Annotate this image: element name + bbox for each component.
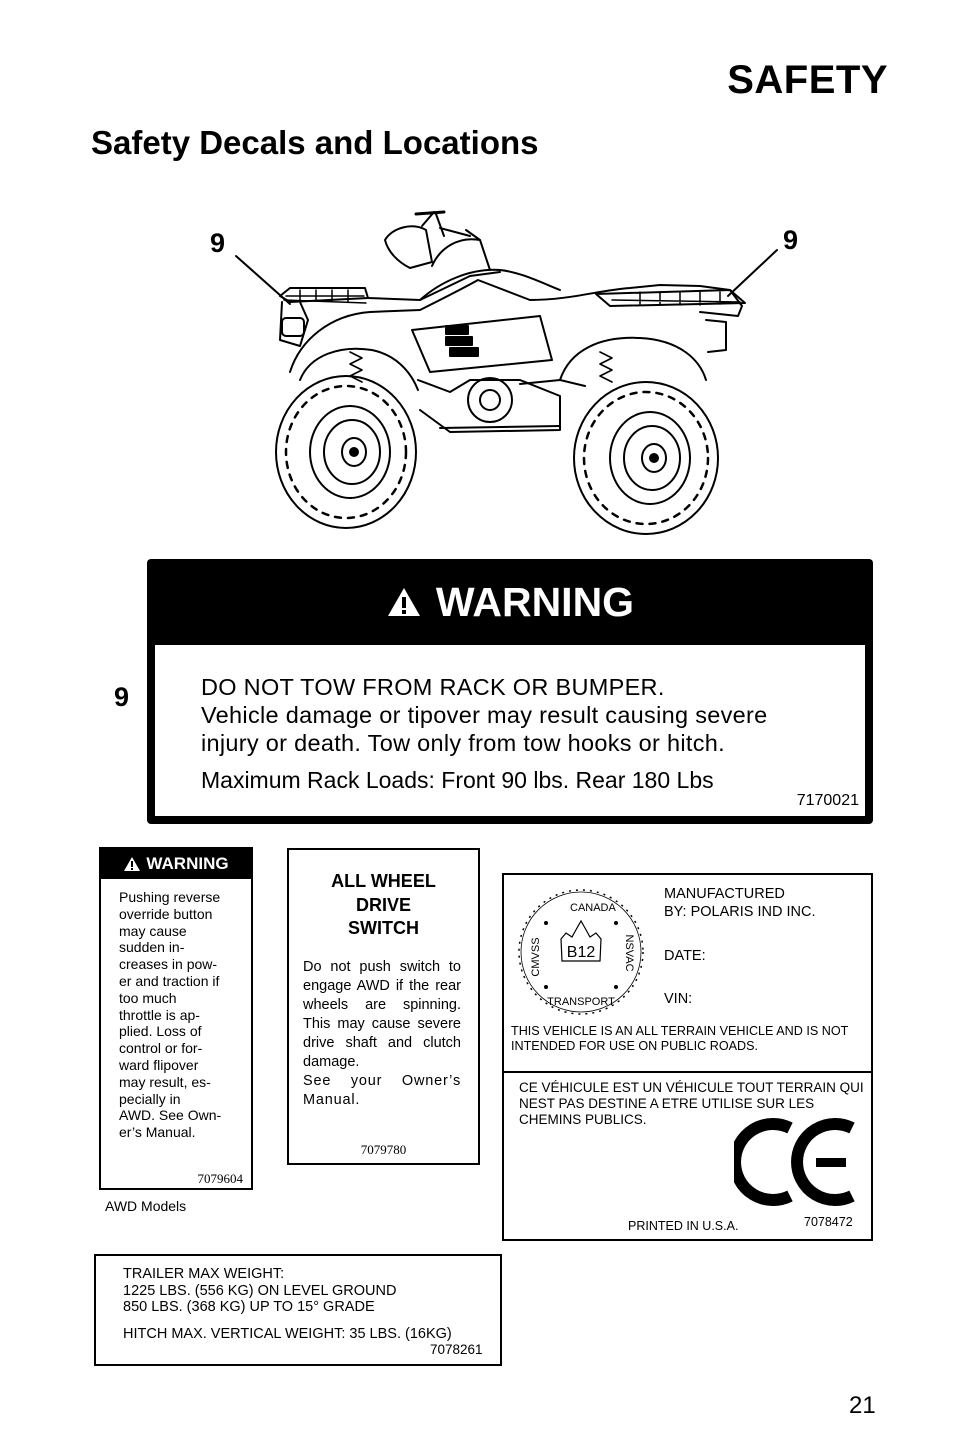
warning-decal-callout: 9 bbox=[114, 682, 130, 712]
warning-triangle-icon bbox=[123, 856, 141, 872]
text-line: AWD. See Own- bbox=[119, 1107, 222, 1124]
text-line: control or for- bbox=[119, 1040, 203, 1057]
callout-leader-right bbox=[728, 250, 777, 296]
mfg-line: BY: POLARIS IND INC. bbox=[664, 904, 816, 920]
seal-center-text: B12 bbox=[566, 944, 596, 961]
text-line: may cause bbox=[119, 922, 187, 939]
rack-loads: Maximum Rack Loads: Front 90 lbs. Rear 180 Lbs bbox=[201, 767, 714, 793]
decal-title bbox=[289, 870, 478, 941]
trailer-weight-text bbox=[123, 1266, 396, 1316]
tow-warning-decal bbox=[147, 559, 873, 824]
awd-models-caption: AWD Models bbox=[105, 1198, 187, 1214]
text-line: override button bbox=[119, 905, 213, 922]
hitch-weight-text: HITCH MAX. VERTICAL WEIGHT: 35 LBS. (16KG) bbox=[123, 1326, 452, 1342]
text-line: plied. Loss of bbox=[119, 1023, 202, 1040]
section-title: SAFETY bbox=[727, 58, 888, 102]
compliance-decal bbox=[502, 873, 873, 1241]
seal-right-text: NSVAC bbox=[623, 934, 635, 972]
manufacturer-text bbox=[664, 885, 816, 921]
text-line: 850 LBS. (368 KG) UP TO 15° GRADE bbox=[123, 1299, 375, 1315]
warning-line: injury or death. Tow only from tow hooks or hitch. bbox=[201, 730, 725, 756]
see-manual-text: See your Owner’s Manual. bbox=[303, 1073, 461, 1108]
callout-right: 9 bbox=[783, 225, 799, 255]
seal-bottom-text: TRANSPORT bbox=[547, 996, 615, 1008]
text-line: may result, es- bbox=[119, 1073, 211, 1090]
ce-mark-icon bbox=[734, 1118, 856, 1206]
warning-header-text: WARNING bbox=[435, 578, 635, 625]
awd-switch-decal bbox=[287, 848, 480, 1165]
warning-header bbox=[147, 559, 873, 645]
printed-in-text: PRINTED IN U.S.A. bbox=[628, 1219, 739, 1233]
title-line: DRIVE bbox=[355, 894, 411, 915]
trailer-weight-decal bbox=[94, 1254, 502, 1366]
front-rack bbox=[596, 290, 745, 306]
warning-body bbox=[155, 645, 865, 816]
text-line: ward flipover bbox=[119, 1056, 199, 1073]
text-line: 1225 LBS. (556 KG) ON LEVEL GROUND bbox=[123, 1282, 397, 1299]
text-line: creases in pow- bbox=[119, 956, 218, 973]
seal-left-text: CMVSS bbox=[530, 937, 542, 977]
decal-text bbox=[303, 958, 461, 1110]
warning-text bbox=[119, 889, 237, 1141]
page-heading: Safety Decals and Locations bbox=[91, 124, 539, 161]
title-line: SWITCH bbox=[348, 918, 419, 938]
text-line: pecially in bbox=[119, 1090, 181, 1107]
text-line: throttle is ap- bbox=[119, 1006, 200, 1023]
rear-wheel bbox=[276, 376, 416, 528]
text-line: er and traction if bbox=[119, 972, 220, 989]
caution-text: Do not push switch to engage AWD if the rear wheels are spinning. This may cause severe drive shaft and clutch damage. bbox=[303, 959, 461, 1070]
front-wheel bbox=[574, 382, 718, 534]
title-line: ALL WHEEL bbox=[331, 871, 436, 891]
text-line: too much bbox=[119, 989, 177, 1006]
vin-label: VIN: bbox=[664, 991, 693, 1007]
decal-part-number: 7078472 bbox=[804, 1215, 853, 1229]
seal-top-text: CANADA bbox=[570, 902, 616, 914]
text-line: er’s Manual. bbox=[119, 1124, 196, 1141]
warning-triangle-icon bbox=[386, 586, 422, 618]
atv-illustration bbox=[200, 200, 800, 540]
warning-header-text: WARNING bbox=[146, 854, 229, 873]
decal-part-number: 7079780 bbox=[360, 1142, 407, 1157]
callout-left: 9 bbox=[210, 228, 226, 258]
date-label: DATE: bbox=[664, 948, 706, 964]
divider bbox=[504, 1071, 871, 1073]
warning-message bbox=[201, 673, 768, 757]
warning-header bbox=[101, 849, 251, 879]
decal-part-number: 7078261 bbox=[430, 1342, 483, 1357]
french-notice: CE VÉHICULE EST UN VÉHICULE TOUT TERRAIN QUI NEST PAS DESTINE A ETRE UTILISE SUR LES CHEMINS PUBLICS. bbox=[519, 1080, 864, 1127]
reverse-override-warning-decal bbox=[99, 847, 253, 1190]
text-line: TRAILER MAX WEIGHT: bbox=[123, 1266, 285, 1282]
cmvss-seal-icon bbox=[516, 887, 646, 1017]
mfg-line: MANUFACTURED bbox=[664, 886, 785, 902]
decal-part-number: 7170021 bbox=[796, 792, 859, 809]
decal-part-number: 7079604 bbox=[197, 1171, 243, 1186]
warning-line: DO NOT TOW FROM RACK OR BUMPER. bbox=[201, 674, 665, 700]
text-line: Pushing reverse bbox=[119, 889, 221, 905]
warning-line: Vehicle damage or tipover may result causing severe bbox=[201, 702, 768, 728]
english-notice: THIS VEHICLE IS AN ALL TERRAIN VEHICLE AND IS NOT INTENDED FOR USE ON PUBLIC ROADS. bbox=[511, 1024, 849, 1053]
page-number: 21 bbox=[849, 1392, 876, 1419]
text-line: sudden in- bbox=[119, 939, 185, 956]
